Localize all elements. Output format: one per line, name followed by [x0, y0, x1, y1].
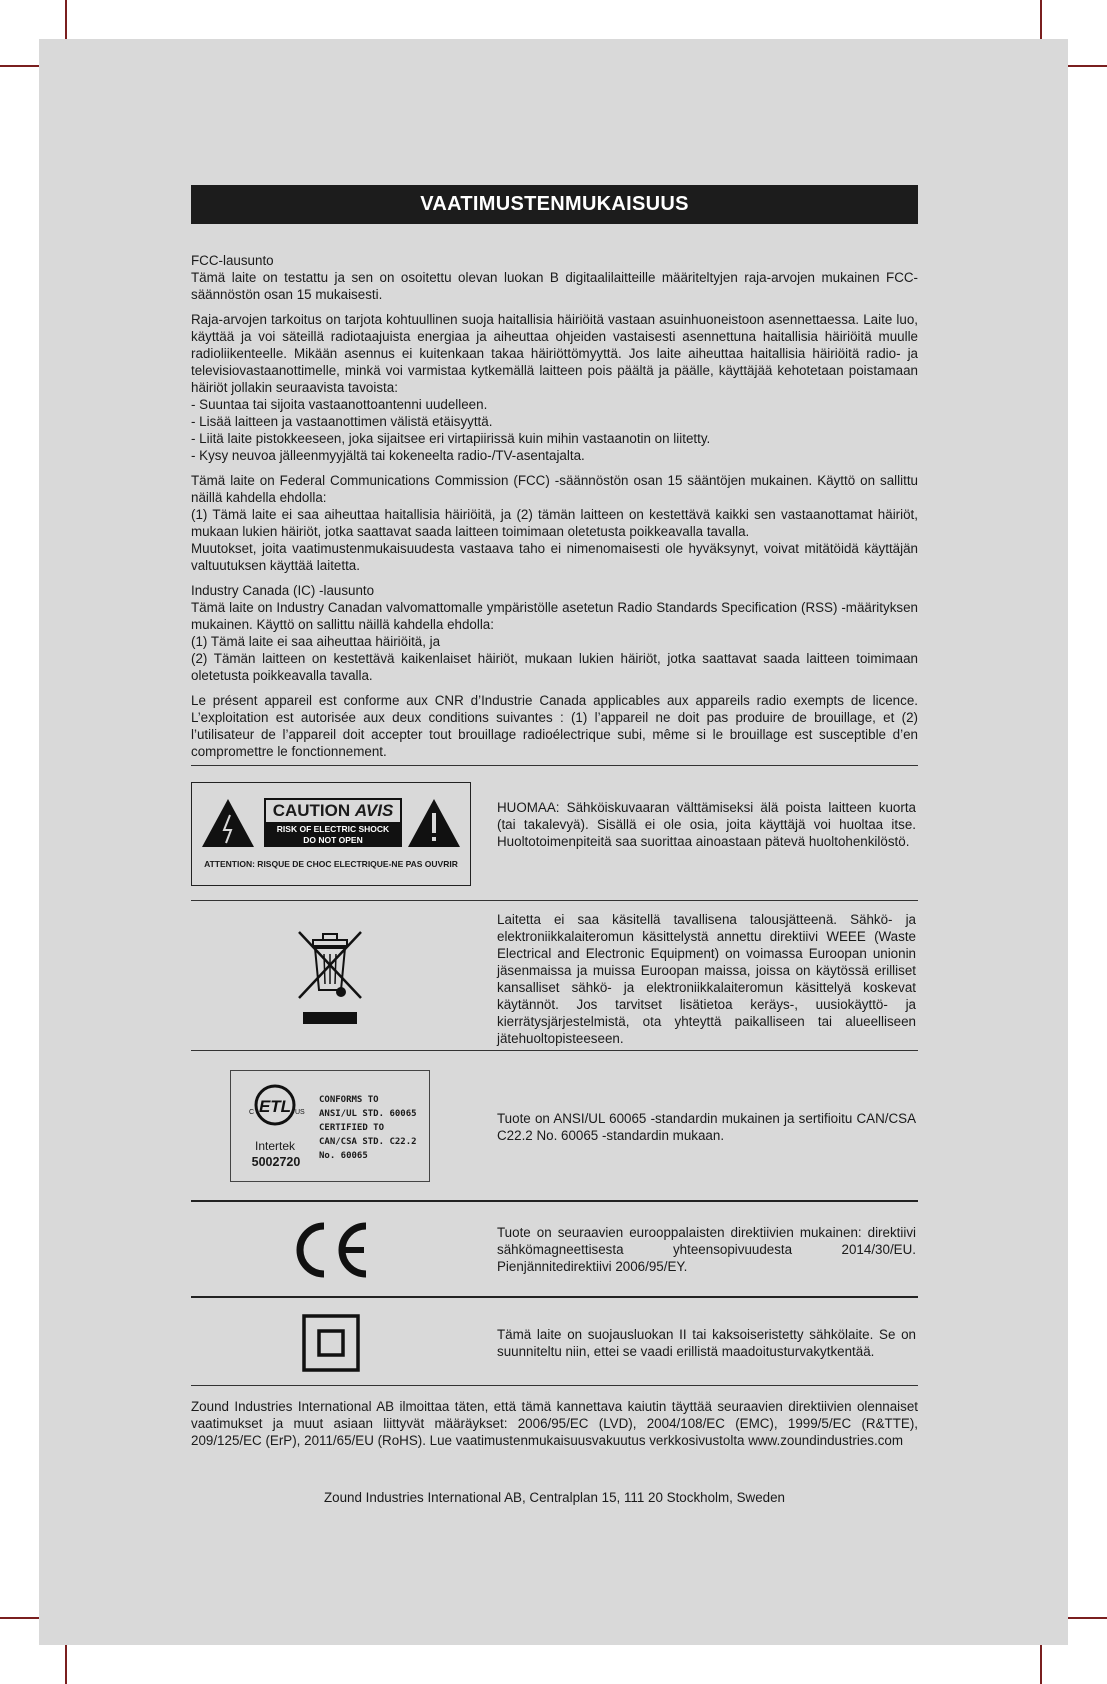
fcc-paragraph: Tämä laite on Federal Communications Commission (FCC) -säännöstön osan 15 sääntöjen mukainen. Käyttö on sallittu näillä kahdella ehdolla:: [191, 473, 918, 505]
fcc-paragraph: (1) Tämä laite ei saa aiheuttaa haitallisia häiriöitä, ja (2) tämän laitteen on kestettävä kaikki sen vastaanottamat häiriöt, mukaan lukien häiriöt, jotka saattavat saada laitteen toimimaan oletetusta poikkeavalla tavalla.: [191, 507, 918, 539]
etl-text: Tuote on ANSI/UL 60065 -standardin mukainen ja sertifioitu CAN/CSA C22.2 No. 60065 -standardin mukaan.: [497, 1111, 916, 1143]
avis-word: AVIS: [354, 801, 394, 820]
ic-paragraph: (2) Tämän laitteen on kestettävä kaikenlaiset häiriöt, mukaan lukien häiriöt, jotka saattavat saada laitteen toimimaan oletetusta poikkeavalla tavalla.: [191, 651, 918, 683]
caution-subtitle: [264, 823, 402, 847]
fcc-section: [191, 252, 918, 760]
divider: [191, 900, 918, 901]
etl-us-mark: US: [295, 1109, 305, 1116]
ce-text: Tuote on seuraavien eurooppalaisten direktiivien mukainen: direktiivi sähkömagneettisesta yhteensopivuudesta 2014/30/EU. Pienjännitedirektiivi 2006/95/EY.: [497, 1225, 916, 1274]
declaration-text: [191, 1398, 918, 1449]
divider: [191, 1050, 918, 1051]
list-item: - Lisää laitteen ja vastaanottimen välistä etäisyyttä.: [191, 414, 493, 429]
etl-c-mark: C: [249, 1109, 255, 1116]
weee-text: Laitetta ei saa käsitellä tavallisena talousjätteenä. Sähkö- ja elektroniikkalaiteromun käsittelystä annettu direktiivi WEEE (Waste Electrical and Electronic Equipment) on voimassa Euroopan unionin jäsenmaissa ja muissa Euroopan maissa, joissa on käytössä erilliset kansalliset sähkö- ja elektroniikkalaiteromun käsittelyä koskevat käytännöt. Jos tarvitset lisätietoa keräys-, uusiokäyttö- ja kierrätysjärjestelmistä, ota yhteyttä paikalliseen tai alueelliseen jätehuoltopisteeseen.: [497, 912, 916, 1046]
class2-text: Tämä laite on suojausluokan II tai kaksoiseristetty sähkölaite. Se on suunniteltu niin, ettei se vaadi erillistä maadoitusturvakytkentää.: [497, 1327, 916, 1359]
etl-line: CERTIFIED TO: [319, 1123, 385, 1133]
declaration-paragraph: Zound Industries International AB ilmoittaa täten, että tämä kannettava kaiutin täyttää seuraavien direktiivien olennaiset vaatimukset ja muut asiaan liittyvät määräykset: 2006/95/EC (LVD), 2004/108/EC (EMC), 1999/5/EC (R&TTE), 209/125/EC (ErP), 2011/65/EU (RoHS). Lue vaatimustenmukaisuusvakuutus verkkosivustolta www.zoundindustries.com: [191, 1399, 918, 1448]
ic-french-paragraph: Le présent appareil est conforme aux CNR d’Industrie Canada applicables aux appareils radio exempts de licence. L’exploitation est autorisée aux deux conditions suivantes : (1) l’appareil ne doit pas produire de brouillage, et (2) l’utilisateur de l’appareil doit accepter tout brouillage radioélectrique subi, même si le brouillage est susceptible d’en compromettre le fonctionnement.: [191, 693, 918, 759]
etl-line: CAN/CSA STD. C22.2: [319, 1137, 417, 1147]
fcc-heading: FCC-lausunto: [191, 253, 274, 268]
page-title: VAATIMUSTENMUKAISUUS: [191, 185, 918, 224]
caution-sub-line: RISK OF ELECTRIC SHOCK: [276, 824, 390, 834]
crossed-bin-icon: [295, 928, 365, 1028]
caution-sub-line: DO NOT OPEN: [303, 835, 363, 845]
etl-conformity-text: [319, 1093, 417, 1163]
caution-title: [264, 798, 402, 824]
fcc-paragraph: Tämä laite on testattu ja sen on osoitettu olevan luokan B digitaalilaitteille määriteltyjen raja-arvojen mukainen FCC-säännöstön osan 15 mukaisesti.: [191, 270, 918, 302]
ic-paragraph: (1) Tämä laite ei saa aiheuttaa häiriöitä, ja: [191, 634, 441, 649]
divider: [191, 1200, 918, 1202]
list-item: - Kysy neuvoa jälleenmyyjältä tai kokeneelta radio-/TV-asentajalta.: [191, 448, 585, 463]
ic-paragraph: Tämä laite on Industry Canadan valvomattomalle ympäristölle asetetun Radio Standards Specification (RSS) -määrityksen mukainen. Käyttö on sallittu näillä kahdella ehdolla:: [191, 600, 918, 632]
etl-line: ANSI/UL STD. 60065: [319, 1109, 417, 1119]
etl-line: No. 60065: [319, 1151, 368, 1161]
etl-number: 5002720: [251, 1155, 301, 1169]
list-item: - Suuntaa tai sijoita vastaanottoantenni uudelleen.: [191, 397, 488, 412]
etl-line: CONFORMS TO: [319, 1095, 379, 1105]
etl-listed-icon: [245, 1081, 305, 1137]
fcc-paragraph: Muutokset, joita vaatimustenmukaisuudesta vastaava taho ei nimenomaisesti ole hyväksynyt, voivat mitätöidä käyttäjän valtuutuksen käyttää laitetta.: [191, 541, 918, 573]
list-item: - Liitä laite pistokkeeseen, joka sijaitsee eri virtapiirissä kuin mihin vastaanotin on liitetty.: [191, 431, 711, 446]
etl-logo-text: ETL: [258, 1097, 292, 1116]
caution-word: CAUTION: [272, 801, 351, 820]
caution-attention: ATTENTION: RISQUE DE CHOC ELECTRIQUE-NE PAS OUVRIR: [204, 859, 458, 869]
caution-text: HUOMAA: Sähköiskuvaaran välttämiseksi älä poista laitteen kuorta (tai takalevyä). Sisällä ei ole osia, joita käyttäjä voi huoltaa itse. Huoltotoimenpiteitä saa suorittaa ainoastaan pätevä huoltohenkilöstö.: [497, 800, 916, 849]
ic-heading: Industry Canada (IC) -lausunto: [191, 583, 375, 598]
company-address: Zound Industries International AB, Centralplan 15, 111 20 Stockholm, Sweden: [323, 1490, 786, 1505]
ce-mark-icon: [288, 1220, 372, 1280]
double-insulation-icon: [302, 1314, 360, 1372]
divider: [191, 1296, 918, 1298]
fcc-paragraph: Raja-arvojen tarkoitus on tarjota kohtuullinen suoja haitallisia häiriöitä vastaan asuinhuoneistoon asennettaessa. Laite luo, käyttää ja voi säteillä radiotaajuista energiaa ja aiheuttaa ohjeiden vastaisesti asennettuna haitallisia häiriöitä muulle radioliikenteelle. Mikään asennus ei kuitenkaan takaa häiriöttömyyttä. Jos laite aiheuttaa haitallisia häiriöitä radio- ja televisiovastaanottimelle, minkä voi varmistaa kytkemällä laitteen pois päältä ja päälle, käyttäjää kehotetaan poistamaan häiriöt jollakin seuraavista tavoista:: [191, 312, 918, 395]
lightning-warning-icon: [200, 797, 256, 849]
divider: [191, 1385, 918, 1386]
etl-intertek: Intertek: [254, 1139, 296, 1153]
exclamation-warning-icon: [406, 797, 462, 849]
divider: [191, 765, 918, 766]
etl-certification-label: [230, 1070, 430, 1182]
caution-label: [191, 782, 471, 886]
